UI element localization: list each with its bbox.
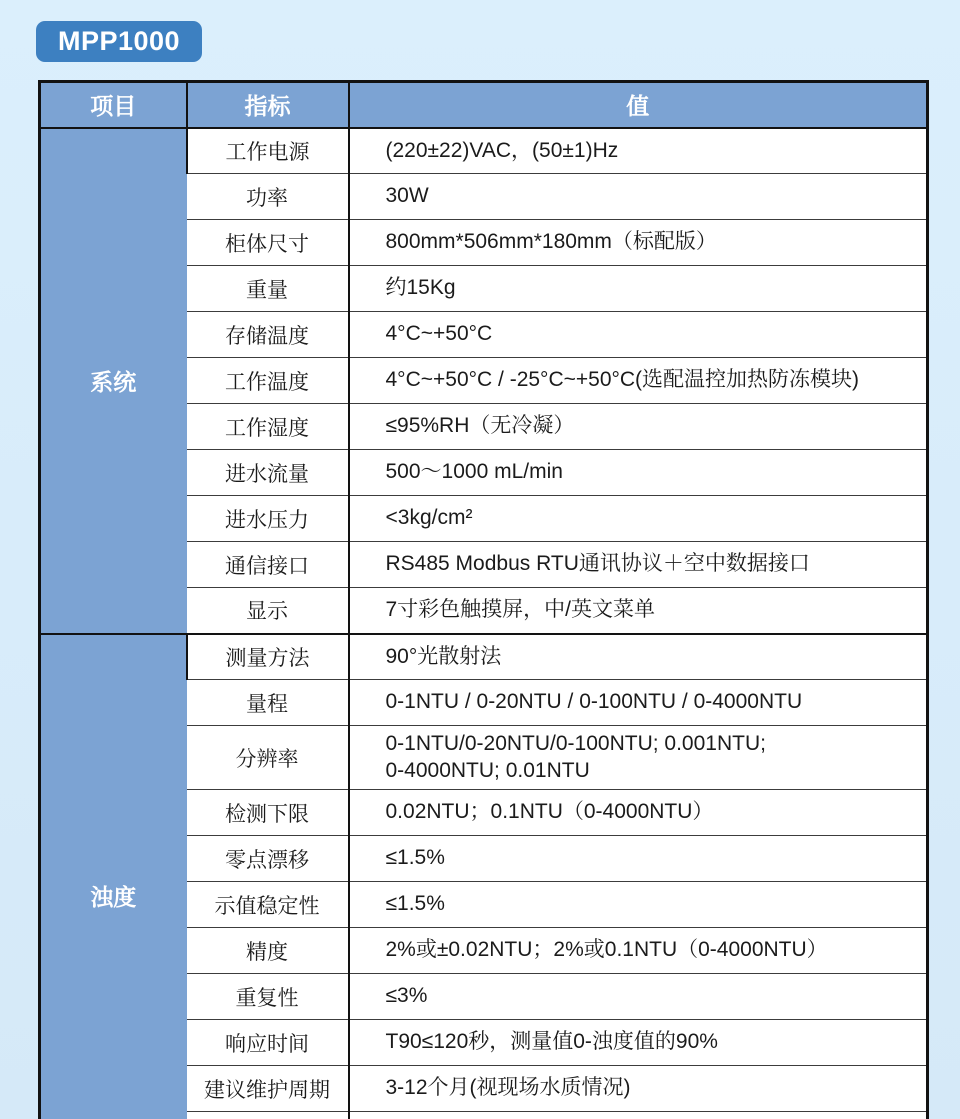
value-cell: 0-1NTU / 0-20NTU / 0-100NTU / 0-4000NTU — [349, 680, 928, 726]
indicator-cell: 工作温度 — [187, 358, 349, 404]
indicator-cell: 功率 — [187, 174, 349, 220]
column-header-item: 项目 — [40, 82, 187, 128]
indicator-cell: 存储温度 — [187, 312, 349, 358]
indicator-cell: 测量方法 — [187, 634, 349, 680]
table-header-row — [40, 82, 928, 128]
indicator-cell: 示值稳定性 — [187, 882, 349, 928]
indicator-cell: 精度 — [187, 928, 349, 974]
indicator-cell: 分辨率 — [187, 726, 349, 790]
value-cell: 2%或±0.02NTU；2%或0.1NTU（0-4000NTU） — [349, 928, 928, 974]
section-label-turbidity: 浊度 — [40, 634, 187, 1119]
value-cell: ≤95%RH（无冷凝） — [349, 404, 928, 450]
value-cell: (220±22)VAC，(50±1)Hz — [349, 128, 928, 174]
table-row — [40, 128, 928, 174]
indicator-cell: 工作湿度 — [187, 404, 349, 450]
indicator-cell: 零点漂移 — [187, 836, 349, 882]
indicator-cell: 显示 — [187, 588, 349, 634]
value-cell: 3-12个月(视现场水质情况) — [349, 1066, 928, 1112]
value-cell: 30W — [349, 174, 928, 220]
value-cell: 0.02NTU；0.1NTU（0-4000NTU） — [349, 790, 928, 836]
indicator-cell: 工作电源 — [187, 128, 349, 174]
indicator-cell: 重复性 — [187, 974, 349, 1020]
value-cell: 90°光散射法 — [349, 634, 928, 680]
value-cell: 800mm*506mm*180mm（标配版） — [349, 220, 928, 266]
indicator-cell: 重量 — [187, 266, 349, 312]
model-badge: MPP1000 — [36, 21, 202, 62]
value-cell: 4°C~+50°C — [349, 312, 928, 358]
value-cell: <3kg/cm² — [349, 496, 928, 542]
spec-table — [38, 80, 929, 1119]
indicator-cell — [187, 1112, 349, 1119]
indicator-cell: 响应时间 — [187, 1020, 349, 1066]
value-cell: T90≤120秒，测量值0-浊度值的90% — [349, 1020, 928, 1066]
table-row — [40, 634, 928, 680]
indicator-cell: 检测下限 — [187, 790, 349, 836]
value-cell: 7寸彩色触摸屏，中/英文菜单 — [349, 588, 928, 634]
value-cell: ≤1.5% — [349, 882, 928, 928]
indicator-cell: 建议维护周期 — [187, 1066, 349, 1112]
value-cell: ≤1.5% — [349, 836, 928, 882]
value-cell: 0-1NTU/0-20NTU/0-100NTU; 0.001NTU; 0-4000NTU; 0.01NTU — [349, 726, 928, 790]
value-cell: RS485 Modbus RTU通讯协议＋空中数据接口 — [349, 542, 928, 588]
value-cell: 500～1000 mL/min — [349, 450, 928, 496]
indicator-cell: 通信接口 — [187, 542, 349, 588]
indicator-cell: 量程 — [187, 680, 349, 726]
value-cell: 约15Kg — [349, 266, 928, 312]
value-cell: 4°C~+50°C / -25°C~+50°C(选配温控加热防冻模块) — [349, 358, 928, 404]
value-cell — [349, 1112, 928, 1119]
indicator-cell: 柜体尺寸 — [187, 220, 349, 266]
indicator-cell: 进水流量 — [187, 450, 349, 496]
value-cell: ≤3% — [349, 974, 928, 1020]
indicator-cell: 进水压力 — [187, 496, 349, 542]
column-header-indicator: 指标 — [187, 82, 349, 128]
column-header-value: 值 — [349, 82, 928, 128]
section-label-system: 系统 — [40, 128, 187, 634]
